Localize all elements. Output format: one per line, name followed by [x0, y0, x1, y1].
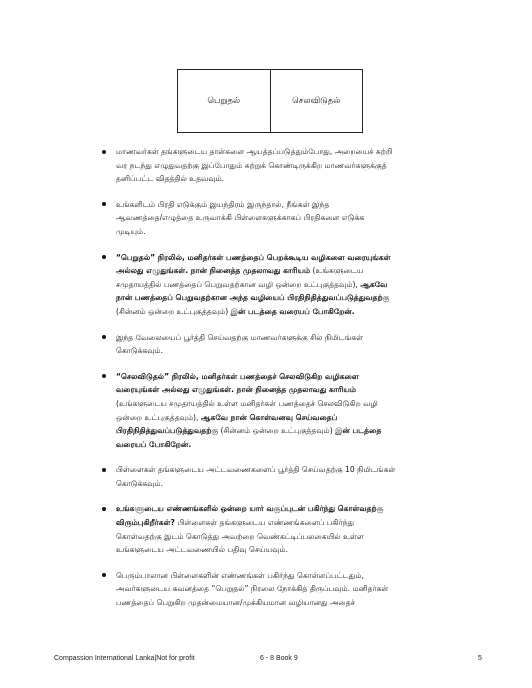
text-line [116, 225, 436, 239]
bullet-icon [102, 507, 106, 511]
text-line [116, 582, 436, 596]
bullet-icon [102, 468, 106, 472]
bold-text: விரும்புகிறீர்கள்? [116, 518, 178, 528]
bold-text: இன் படத்தை [335, 426, 382, 436]
bullet-icon [102, 150, 106, 154]
list-item [116, 198, 436, 239]
text-line [116, 411, 436, 425]
body-text: கொடுக்கவும். [116, 478, 164, 488]
bullet-icon [102, 335, 106, 339]
body-text: (சின்னம் ஒன்றை உட்புகுத்தவும்) [218, 426, 336, 436]
bold-text: ஆகவே [360, 279, 388, 289]
list-item [116, 331, 436, 358]
text-line [116, 211, 436, 225]
bullet-icon [102, 374, 106, 378]
body-text: கொள்வதற்கு இடம் கொடுத்து அவற்றை வெண்கட்டிப்பலகையில் உள்ள [116, 531, 364, 541]
bold-text: உங்களுடைய எண்ணங்களில் ஒன்றை யார் வகுப்புடன் பகிர்ந்து கொள்வதற்கு [116, 504, 384, 514]
text-line [116, 463, 436, 477]
list-item [116, 569, 436, 610]
text-line [116, 251, 436, 265]
footer-page-number: 5 [478, 655, 482, 662]
text-line [116, 264, 436, 278]
instruction-list [116, 145, 436, 622]
text-line [116, 543, 436, 557]
body-text: அவர்களுடைய கவனத்தை “பெறுதல்” நிரலை நோக்கித் திருப்பவும். மனிதர்கள் [116, 584, 389, 594]
list-item [116, 463, 436, 490]
list-item [116, 251, 436, 319]
list-item [116, 145, 436, 186]
text-line [116, 278, 436, 292]
body-text: கொடுக்கவும். [116, 346, 164, 356]
text-line [116, 569, 436, 583]
body-text: (உங்களுடைய சமுதாயத்தில் உள்ள மனிதர்கள் பணத்தைச் செலவிடுகிற வழி [116, 398, 378, 408]
text-line [116, 516, 436, 530]
receive-spend-table [177, 69, 363, 133]
list-item [116, 502, 436, 556]
text-line [116, 530, 436, 544]
bullet-icon [102, 255, 106, 259]
text-line [116, 331, 436, 345]
text-line [116, 291, 436, 305]
body-text: பெரும்பாலான பிள்ளைகளின் எண்ணங்கள் பகிர்ந்து கொள்ளப்பட்டதும், [116, 570, 364, 580]
body-text: பணத்தைப் பெறுகிற முதன்மையான/முக்கியமான வழியானது அதைச் [116, 598, 355, 608]
bullet-icon [102, 573, 106, 577]
body-text: உங்களுடைய அட்டவணையில் பதிவு செய்யவும். [116, 545, 288, 555]
text-line [116, 344, 436, 358]
text-line [116, 502, 436, 516]
table-header-spend: செலவிடுதல் [270, 70, 363, 132]
footer-organization: Compassion International Lanka|Not for profit [54, 655, 195, 662]
body-text: சமுதாயத்தில் பணத்தைப் பெறுவதற்கான வழி ஒன்றை உட்புகுத்தவும்), [116, 279, 361, 289]
footer-book: 6 - 8 Book 9 [260, 655, 298, 662]
text-line [116, 159, 436, 173]
bold-text: வரையுங்கள் அல்லது எழுதுங்கள். நான் நினைத்த முதலாவது காரியம் [116, 385, 356, 395]
body-text: ஆவணத்தை/எழுத்தை உருவாக்கி பிள்ளைகளுக்காகப் பிரதிகளை எடுக்க [116, 213, 365, 223]
bold-text: பிரதிநிதித்துவப்படுத்துவதற்கு [116, 426, 219, 436]
bold-text: நான் பணத்தைப் பெறுவதற்கான அந்த வழியைப் பிரதிநிதித்துவப்படுத்துவதற்கு [116, 293, 390, 303]
body-text: (உங்களுடைய [310, 266, 364, 276]
bold-text: வரையப் போகிறேன். [116, 439, 192, 449]
body-text: பிள்ளைகள் தங்களுடைய அட்டவணைகளைப் பூர்த்தி செய்வதற்கு 10 நிமிடங்கள் [116, 465, 396, 475]
body-text: தனிப்பட்ட விதத்தில் உதவவும். [116, 174, 225, 184]
body-text: மாணவர்கள் தங்களுடைய தாள்களை ஆயத்தப்படுத்தும்போது, அறையைச் சுற்றி [116, 147, 393, 156]
text-line [116, 145, 436, 159]
bullet-icon [102, 202, 106, 206]
text-line [116, 438, 436, 452]
bold-text: “செலவிடுதல்” நிரலில், மனிதர்கள் பணத்தைச் செலவிடுகிற வழிகளை [116, 371, 359, 381]
text-line [116, 397, 436, 411]
table-header-receive: பெறுதல் [207, 96, 241, 106]
bold-text: இன் படத்தை வரையப் போகிறேன். [230, 306, 355, 316]
text-line [116, 424, 436, 438]
text-line [116, 477, 436, 491]
body-text: பிள்ளைகள் தங்களுடைய எண்ணங்களைப் பகிர்ந்து [177, 518, 355, 528]
text-line [116, 305, 436, 319]
body-text: (சின்னம் ஒன்றை உட்புகுத்தவும்) [116, 306, 231, 316]
list-item [116, 370, 436, 452]
text-line [116, 596, 436, 610]
body-text: வர நடந்து எழுதுவதற்கு இப்போதும் சுற்றுக் கொண்டிருக்கிற மாணவர்களுக்குத் [116, 160, 387, 170]
body-text: முடியும். [116, 226, 146, 236]
body-text: இந்த வேலையைப் பூர்த்தி செய்வதற்கு மாணவர்களுக்கு சில நிமிடங்கள் [116, 332, 364, 342]
bold-text: ஆகவே நான் கொள்வனவு செய்வதைப் [200, 412, 338, 422]
text-line [116, 172, 436, 186]
text-line [116, 370, 436, 384]
body-text: ஒன்றை உட்புகுத்தவும்), [116, 412, 201, 422]
bold-text: அல்லது எழுதுங்கள். நான் நினைத்த முதலாவது காரியம் [116, 266, 311, 276]
text-line [116, 383, 436, 397]
text-line [116, 198, 436, 212]
bold-text: “பெறுதல்” நிரலில், மனிதர்கள் பணத்தைப் பெறக்கூடிய வழிகளை வரையுங்கள் [116, 252, 391, 262]
body-text: உங்களிடம் பிரதி எடுக்கும் இயந்திரம் இருந்தால், நீங்கள் இந்த [116, 199, 330, 209]
